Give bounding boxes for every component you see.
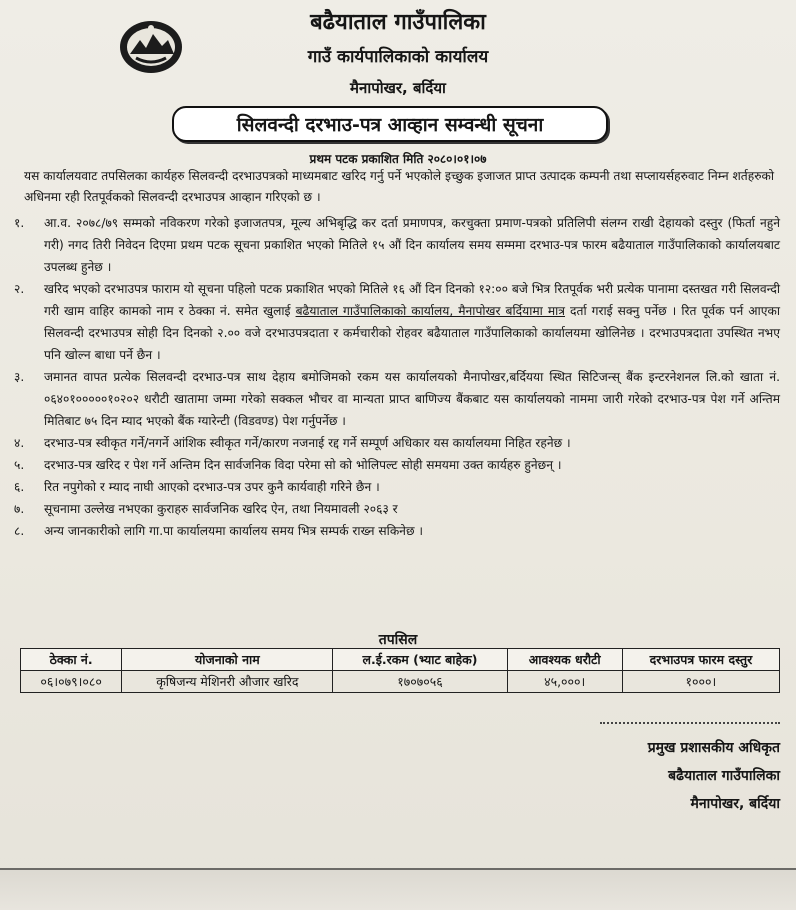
notice-title: सिलवन्दी दरभाउ-पत्र आव्हान सम्वन्धी सूचना (172, 106, 608, 142)
condition-item: ८. अन्य जानकारीको लागि गा.पा कार्यालयमा कार्यालय समय भित्र सम्पर्क राख्न सकिनेछ । (14, 524, 423, 538)
publication-date: प्रथम पटक प्रकाशित मिति २०८०।०१।०७ (309, 152, 487, 166)
signatory-org: बढैयाताल गाउँपालिका (668, 768, 780, 784)
column-header: दरभाउपत्र फारम दस्तुर (622, 649, 779, 671)
condition-item: ६. रित नपुगेको र म्याद नाघी आएको दरभाउ-पत्र उपर कुनै कार्यवाही गरिने छैन । (14, 480, 380, 494)
estimated-amount-cell: १७०७०५६ (333, 671, 507, 693)
column-header: योजनाको नाम (122, 649, 333, 671)
office-address: मैनापोखर, बर्दिया (350, 79, 446, 97)
deposit-cell: ४५,०००। (507, 671, 622, 693)
page-lower-edge (0, 870, 796, 910)
condition-item: १. आ.व. २०७८/७९ सम्मको नविकरण गरेको इजाजतपत्र, मूल्य अभिबृद्धि कर दर्ता प्रमाणपत्र, करचुक्ता प्रमाण-पत्रको प्रतिलिपी संलग्न राखी देहायको दस्तुर (फिर्ता नहुने गरी) नगद तिरी निवेदन दिएमा प्रथम पटक सूचना प्रकाशित भएको मितिले १५ औं दिन कार्यालय समय सम्ममा दरभाउ-पत्र फारम बढैयाताल गाउँपालिकाको कार्यालयबाट उपलब्ध हुनेछ । (14, 216, 780, 274)
table-header-row (21, 649, 780, 671)
signature-line (600, 722, 780, 724)
column-header: आवश्यक धरौटी (507, 649, 622, 671)
conditions-list (14, 212, 780, 542)
intro-paragraph: यस कार्यालयवाट तपसिलका कार्यहरु सिलवन्दी दरभाउपत्रको माध्यमबाट खरिद गर्नु पर्ने भएकोले इच्छुक इजाजत प्राप्त उत्पादक कम्पनी तथा सप्लायर्सहरुवाट निम्न शर्तहरुको अधिनमा रही रितपूर्वकको सिलवन्दी दरभाउपत्र आव्हान गरिएको छ । (24, 169, 774, 204)
condition-item: ४. दरभाउ-पत्र स्वीकृत गर्ने/नगर्ने आंशिक स्वीकृत गर्ने/कारण नजनाई रद्द गर्ने सम्पूर्ण अधिकार यस कार्यालयमा निहित रहनेछ । (14, 436, 571, 450)
office-name: गाउँ कार्यपालिकाको कार्यालय (307, 47, 489, 67)
submission-location: बढैयाताल गाउँपालिकाको कार्यालय, मैनापोखर बर्दियामा मात्र (295, 304, 566, 318)
condition-item: ७. सूचनामा उल्लेख नभएका कुराहरु सार्वजनिक खरिद ऐन, तथा नियमावली २०६३ र (14, 502, 398, 516)
column-header: ठेक्का नं. (21, 649, 122, 671)
column-header: ल.ई.रकम (भ्याट बाहेक) (333, 649, 507, 671)
schedule-title: तपसिल (378, 632, 418, 648)
signatory-address: मैनापोखर, बर्दिया (690, 796, 780, 812)
org-name: बढैयाताल गाउँपालिका (310, 10, 486, 35)
condition-item: ३. जमानत वापत प्रत्येक सिलवन्दी दरभाउ-पत्र साथ देहाय बमोजिमको रकम यस कार्यालयको मैनापोखर,बर्दियया स्थित सिटिजन्स् बैंक इन्टरनेशनल लि.को खाता नं. ०६४०१०००००१०२०२ धरौटी खातामा जम्मा गरेको सक्कल भौचर वा मान्यता प्राप्त बाणिज्य बैंकबाट यस कार्यालयको नाममा जारी गरेको दरभाउ-पत्र पेश गर्ने अन्तिम मितिबाट ७५ दिन म्याद भएको बैंक ग्यारेन्टी (विडवण्ड) पेश गर्नुपर्नेछ । (14, 370, 780, 428)
condition-item: ५. दरभाउ-पत्र खरिद र पेश गर्ने अन्तिम दिन सार्वजनिक विदा परेमा सो को भोलिपल्ट सोही समयमा उक्त कार्यहरु हुनेछन् । (14, 458, 562, 472)
condition-item: २. खरिद भएको दरभाउपत्र फाराम यो सूचना पहिलो पटक प्रकाशित भएको मितिले १६ औं दिन दिनको १२:०० बजे भित्र रितपूर्वक भरी प्रत्येक पानामा दस्तखत गरी सिलवन्दी गरी खाम वाहिर कामको नाम र ठेक्का नं. समेत खुलाई बढैयाताल गाउँपालिकाको कार्यालय, मैनापोखर बर्दियामा मात्र दर्ता गराई सक्नु पर्नेछ । रित पूर्वक पर्न आएका सिलवन्दी दरभाउपत्र सोही दिन दिनको २.०० वजे दरभाउपत्रदाता र कर्मचारीको रोहवर बढैयाताल गाउँपालिकाको कार्यालयमा खोलिनेछ । दरभाउपत्रदाता उपस्थित नभए पनि खोल्न बाधा पर्ने छैन । (14, 282, 780, 362)
form-fee-cell: १०००। (622, 671, 779, 693)
contract-number-cell: ०६।०७९।०८० (21, 671, 122, 693)
project-name-cell: कृषिजन्य मेशिनरी औजार खरिद (122, 671, 333, 693)
signatory-title: प्रमुख प्रशासकीय अधिकृत (647, 740, 780, 756)
tender-table (20, 648, 780, 693)
table-row (21, 671, 780, 693)
